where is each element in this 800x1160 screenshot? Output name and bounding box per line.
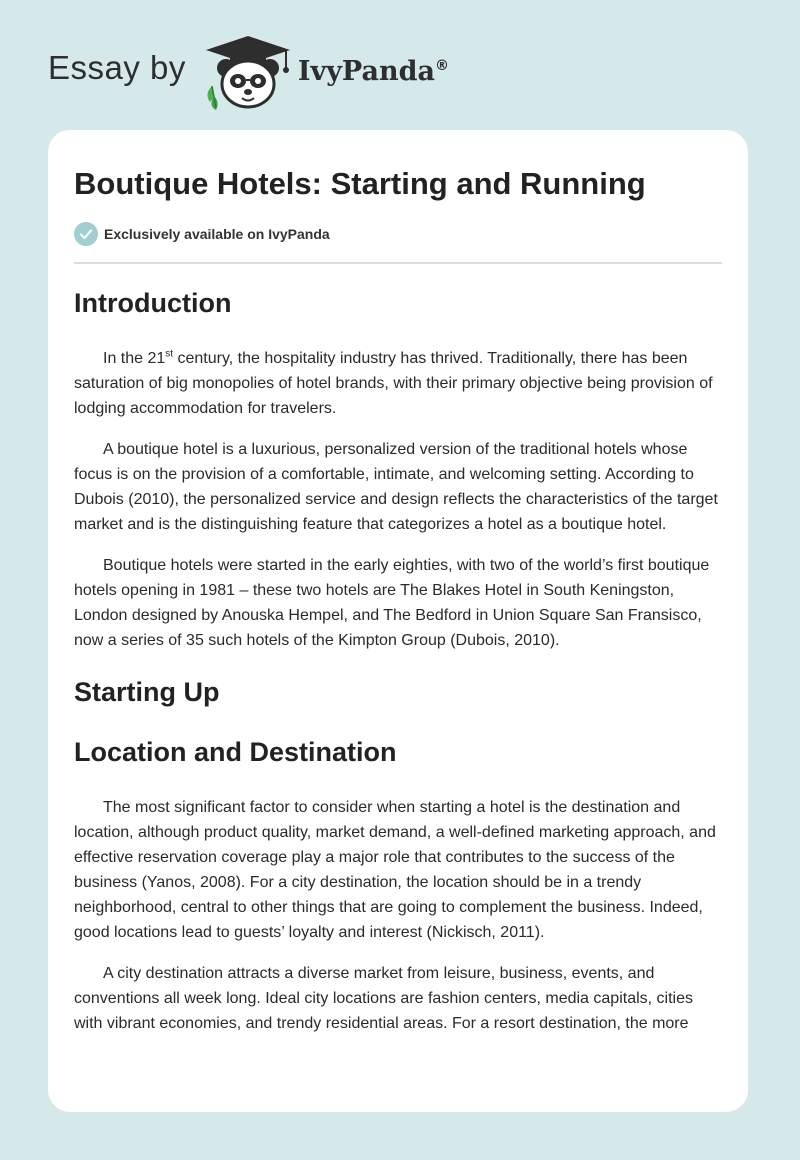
check-icon [74,222,98,246]
intro-paragraph-3: Boutique hotels were started in the early eighties, with two of the world’s first boutique hotels opening in 1981 – these two hotels are The Blakes Hotel in South Keningston, London designed by Anouska Hempel, and The Bedford in Union Square San Fransisco, now a series of 35 such hotels of the Kimpton Group (Dubois, 2010). [74,557,710,649]
brand-prefix: Essay by [48,49,186,86]
essay-card [48,130,748,1112]
site-header [48,32,449,112]
title-divider [74,262,722,264]
heading-introduction: Introduction [74,288,232,318]
exclusive-label: Exclusively available on IvyPanda [104,226,330,242]
heading-location-destination: Location and Destination [74,737,397,767]
location-paragraph-2: A city destination attracts a diverse market from leisure, business, events, and conventions all week long. Ideal city locations are fashion centers, media capitals, cities with vibrant economies, and trendy residential areas. For a resort destination, the more [74,965,693,1032]
intro-paragraph-1: In the 21st century, the hospitality industry has thrived. Traditionally, there has been saturation of big monopolies of hotel brands, with their primary objective being provision of lodging accommodation for travelers. [74,348,713,417]
exclusive-badge-row [74,222,722,246]
page-title: Boutique Hotels: Starting and Running [74,166,646,201]
location-paragraph-1: The most significant factor to consider when starting a hotel is the destination and location, although product quality, market demand, a well-defined marketing approach, and effective reservation coverage play a major role that contributes to the success of the business (Yanos, 2008). For a city destination, the location should be in a trendy neighborhood, central to other things that are going to complement the business. Indeed, good locations lead to guests’ loyalty and interest (Nickisch, 2011). [74,799,716,941]
brand-name[interactable]: IvyPanda® [297,55,449,87]
intro-paragraph-2: A boutique hotel is a luxurious, personalized version of the traditional hotels whose focus is on the provision of a comfortable, intimate, and welcoming setting. According to Dubois (2010), the personalized service and design reflects the characteristics of the target market and is the distinguishing feature that categorizes a hotel as a boutique hotel. [74,441,718,533]
heading-starting-up: Starting Up [74,677,220,707]
panda-graduate-logo-icon[interactable] [202,34,294,110]
